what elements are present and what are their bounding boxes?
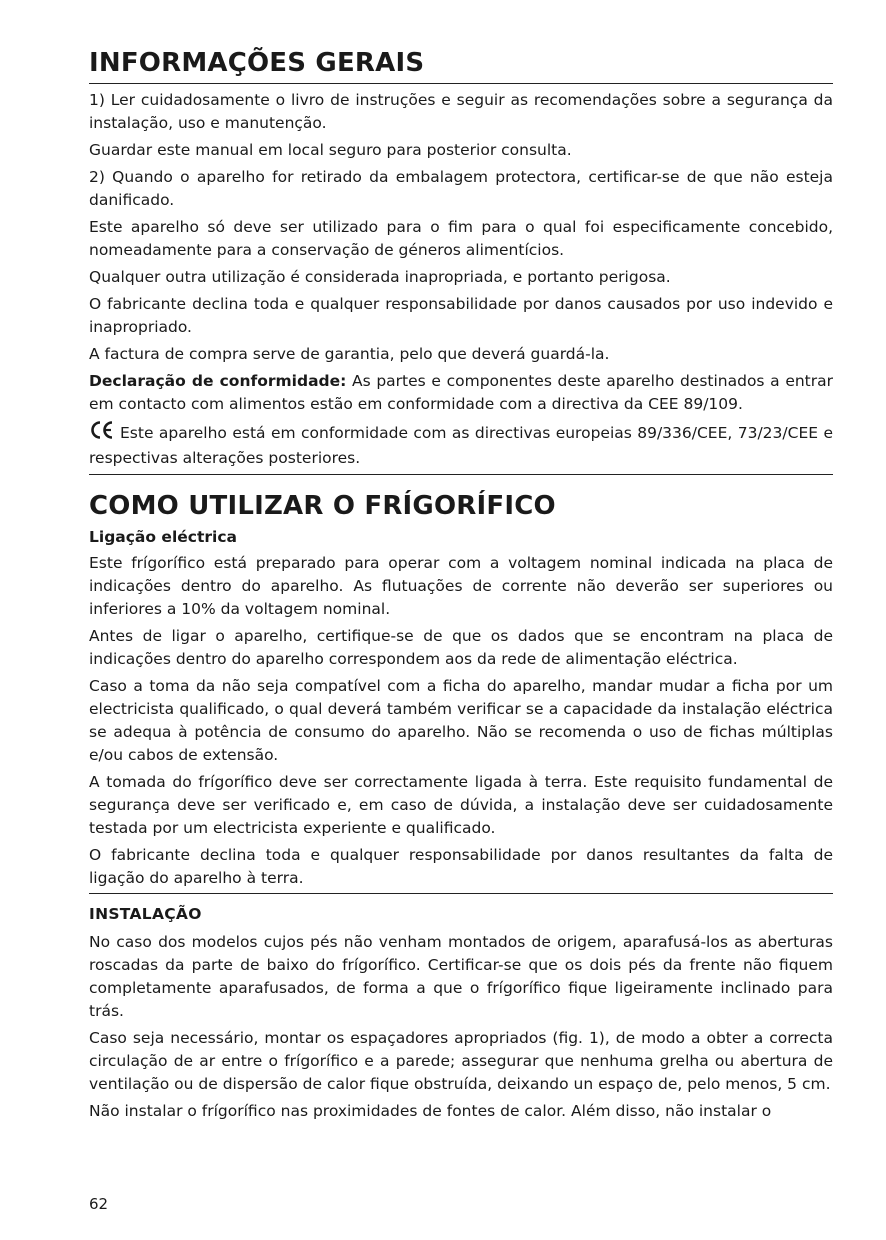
paragraph: No caso dos modelos cujos pés não venham montados de origem, aparafusá-los as aberturas roscadas da parte de baixo do frígorífico. Certificar-se que os dois pés da frente não fiquem completamente aparafusados, de forma a que o frígorífico fique ligeiramente inclinado para trás. [89,933,833,1020]
title-divider [89,83,833,84]
paragraph: 1) Ler cuidadosamente o livro de instruções e seguir as recomendações sobre a segurança da instalação, uso e manutenção. [89,91,833,132]
paragraph: Caso a toma da não seja compatível com a ficha do aparelho, mandar mudar a ficha por um electricista qualificado, o qual deverá também verificar se a capacidade da instalação eléctrica se adequa à potência de consumo do aparelho. Não se recomenda o uso de fichas múltiplas e/ou cabos de extensão. [89,677,833,764]
page-number: 62 [89,1195,109,1213]
paragraph: Qualquer outra utilização é considerada inapropriada, e portanto perigosa. [89,268,671,286]
section-title-general-info: INFORMAÇÕES GERAIS [89,48,425,78]
paragraph: Não instalar o frígorífico nas proximidades de fontes de calor. Além disso, não instalar o [89,1102,772,1120]
paragraph: Este frígorífico está preparado para operar com a voltagem nominal indicada na placa de indicações dentro do aparelho. As flutuações de corrente não deverão ser superiores ou inferiores a 10% da voltagem nominal. [89,554,833,618]
section-divider [89,893,833,894]
paragraph: O fabricante declina toda e qualquer responsabilidade por danos resultantes da falta de ligação do aparelho à terra. [89,846,833,887]
ce-mark-icon [89,420,115,447]
subheading-installation: INSTALAÇÃO [89,905,202,923]
ce-text: Este aparelho está em conformidade com as directivas europeias 89/336/CEE, 73/23/CEE e respectivas alterações posteriores. [89,424,833,467]
paragraph: O fabricante declina toda e qualquer responsabilidade por danos causados por uso indevido e inapropriado. [89,295,833,336]
declaration-label: Declaração de conformidade: [89,372,347,390]
paragraph: Este aparelho só deve ser utilizado para o fim para o qual foi especificamente concebido, nomeadamente para a conservação de géneros alimentícios. [89,218,833,259]
paragraph: A tomada do frígorífico deve ser correctamente ligada à terra. Este requisito fundamental de segurança deve ser verificado e, em caso de dúvida, a instalação deve ser cuidadosamente testada por um electricista experiente e qualificado. [89,773,833,837]
paragraph: A factura de compra serve de garantia, pelo que deverá guardá-la. [89,345,610,363]
paragraph: 2) Quando o aparelho for retirado da embalagem protectora, certificar-se de que não esteja danificado. [89,168,833,209]
paragraph: Antes de ligar o aparelho, certifique-se de que os dados que se encontram na placa de indicações dentro do aparelho correspondem aos da rede de alimentação eléctrica. [89,627,833,668]
ce-paragraph [89,420,833,470]
text-column [89,44,833,1127]
declaration-text: As partes e componentes deste aparelho destinados a entrar em contacto com alimentos estão em conformidade com a directiva da CEE 89/109. [89,372,833,413]
subheading-electrical: Ligação eléctrica [89,528,237,546]
declaration-paragraph [89,370,833,416]
paragraph: Caso seja necessário, montar os espaçadores apropriados (fig. 1), de modo a obter a correcta circulação de ar entre o frígorífico e a parede; assegurar que nenhuma grelha ou abertura de ventilação ou de dispersão de calor fique obstruída, deixando un espaço de, pelo menos, 5 cm. [89,1029,833,1093]
section-divider [89,474,833,475]
section-title-how-to-use: COMO UTILIZAR O FRÍGORÍFICO [89,491,556,521]
paragraph: Guardar este manual em local seguro para posterior consulta. [89,141,572,159]
